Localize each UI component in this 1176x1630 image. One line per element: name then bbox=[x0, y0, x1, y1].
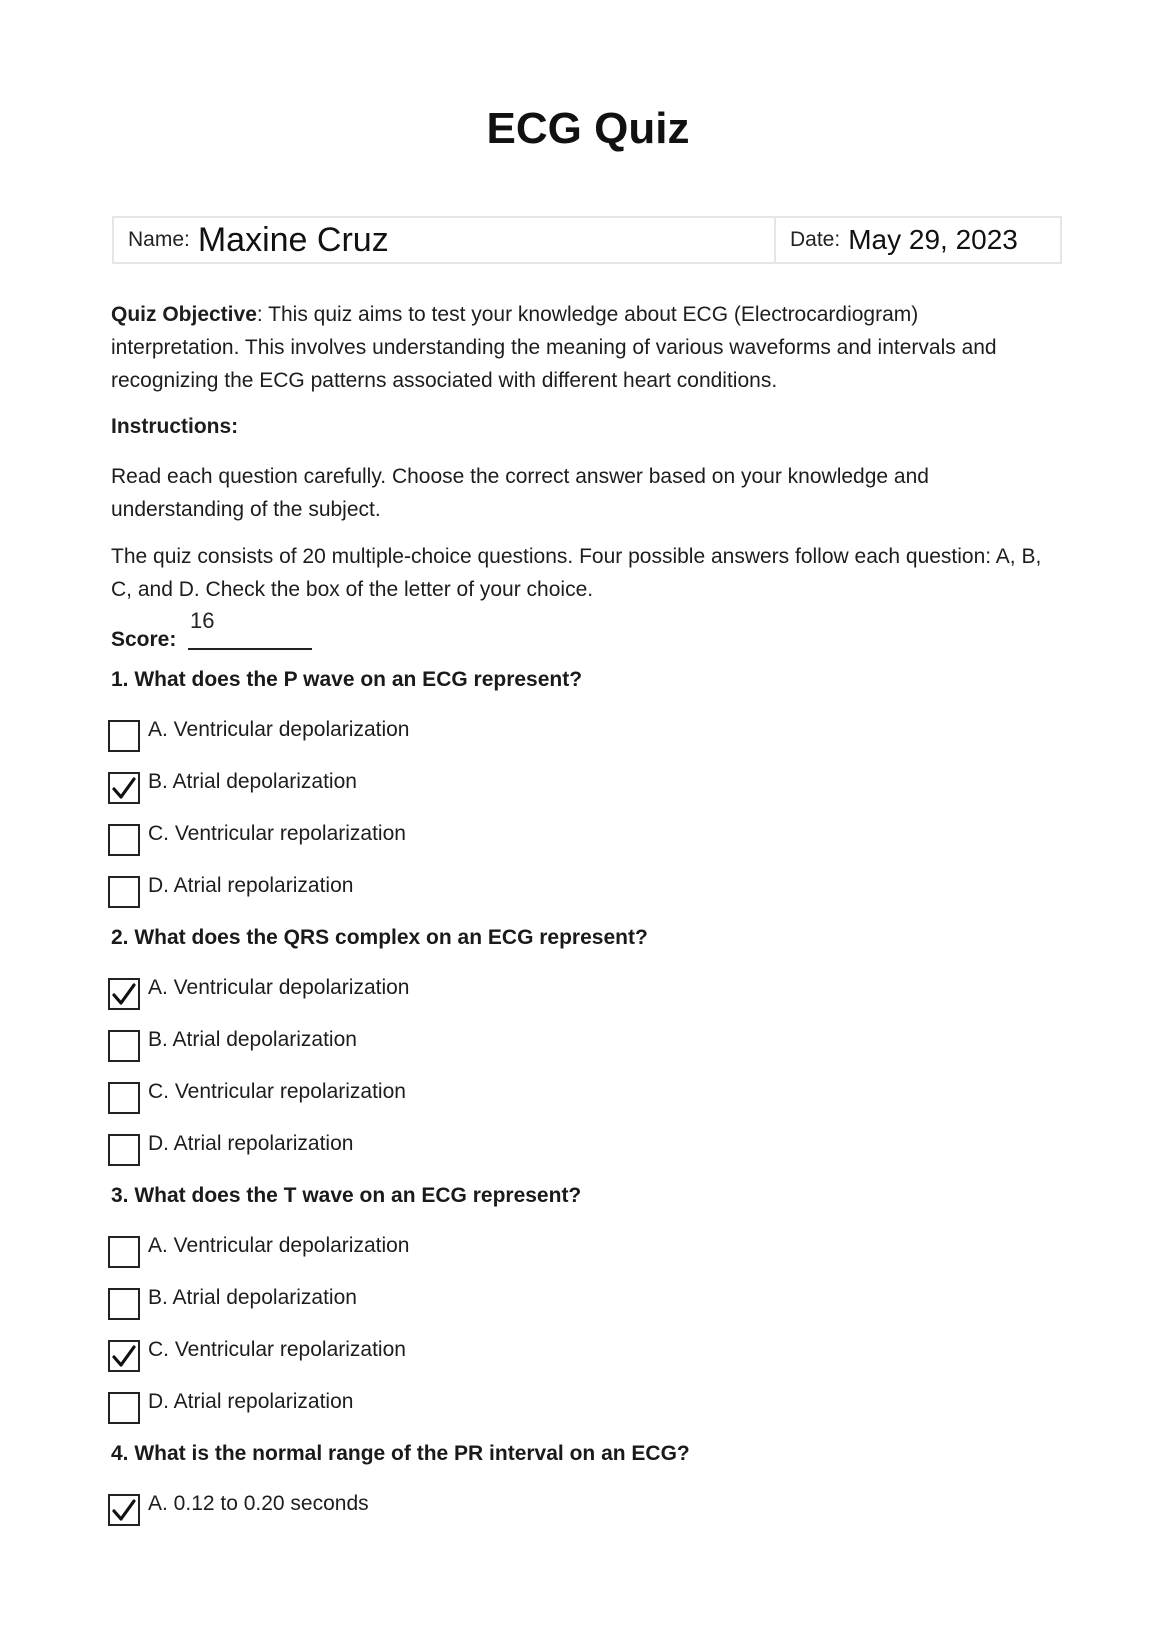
question-1-option-a[interactable] bbox=[108, 720, 410, 756]
checkbox[interactable] bbox=[108, 772, 140, 804]
checkmark-icon bbox=[112, 982, 136, 1006]
option-label: A. Ventricular depolarization bbox=[148, 1234, 410, 1257]
score-value[interactable]: 16 bbox=[190, 608, 215, 633]
name-label: Name: bbox=[128, 228, 190, 251]
checkbox[interactable] bbox=[108, 824, 140, 856]
checkmark-icon bbox=[112, 1498, 136, 1522]
checkbox[interactable] bbox=[108, 1082, 140, 1114]
question-4: 4. What is the normal range of the PR interval on an ECG? bbox=[111, 1442, 690, 1465]
option-label: B. Atrial depolarization bbox=[148, 1028, 357, 1051]
date-label: Date: bbox=[790, 228, 841, 251]
question-2-option-a[interactable] bbox=[108, 978, 410, 1014]
question-1-option-d[interactable] bbox=[108, 876, 353, 912]
question-2-option-b[interactable] bbox=[108, 1030, 357, 1066]
question-3-option-d[interactable] bbox=[108, 1392, 353, 1428]
checkbox[interactable] bbox=[108, 1392, 140, 1424]
option-label: C. Ventricular repolarization bbox=[148, 822, 406, 845]
checkbox[interactable] bbox=[108, 1236, 140, 1268]
question-1-option-c[interactable] bbox=[108, 824, 406, 860]
objective-text: : This quiz aims to test your knowledge about ECG (Electrocardiogram) interpretation. This involves understanding the meaning of various waveforms and intervals and recognizing the ECG patterns associated with different heart conditions. bbox=[111, 303, 997, 392]
question-3: 3. What does the T wave on an ECG represent? bbox=[111, 1184, 582, 1207]
option-label: B. Atrial depolarization bbox=[148, 1286, 357, 1309]
instructions-heading: Instructions: bbox=[111, 415, 239, 438]
option-label: A. 0.12 to 0.20 seconds bbox=[148, 1492, 369, 1515]
checkbox[interactable] bbox=[108, 1288, 140, 1320]
option-label: D. Atrial repolarization bbox=[148, 1390, 354, 1413]
option-label: C. Ventricular repolarization bbox=[148, 1080, 406, 1103]
option-label: A. Ventricular depolarization bbox=[148, 976, 410, 999]
instructions-paragraph-2: The quiz consists of 20 multiple-choice questions. Four possible answers follow each question: A, B, C, and D. Check the box of the letter of your choice. bbox=[111, 545, 1042, 601]
option-label: D. Atrial repolarization bbox=[148, 1132, 354, 1155]
question-3-option-a[interactable] bbox=[108, 1236, 410, 1272]
option-label: C. Ventricular repolarization bbox=[148, 1338, 406, 1361]
score-label: Score: bbox=[111, 628, 177, 651]
page-title: ECG Quiz bbox=[486, 104, 690, 153]
checkbox[interactable] bbox=[108, 1134, 140, 1166]
question-2: 2. What does the QRS complex on an ECG represent? bbox=[111, 926, 648, 949]
checkbox[interactable] bbox=[108, 1340, 140, 1372]
checkbox[interactable] bbox=[108, 1494, 140, 1526]
option-label: B. Atrial depolarization bbox=[148, 770, 357, 793]
question-1-option-b[interactable] bbox=[108, 772, 357, 808]
name-value: Maxine Cruz bbox=[197, 220, 389, 259]
checkbox[interactable] bbox=[108, 720, 140, 752]
name-field[interactable] bbox=[114, 218, 776, 262]
question-3-option-b[interactable] bbox=[108, 1288, 357, 1324]
question-2-option-c[interactable] bbox=[108, 1082, 406, 1118]
question-1: 1. What does the P wave on an ECG represent? bbox=[111, 668, 583, 691]
checkbox[interactable] bbox=[108, 876, 140, 908]
checkmark-icon bbox=[112, 776, 136, 800]
score-underline bbox=[188, 648, 312, 650]
objective-label: Quiz Objective bbox=[111, 303, 257, 326]
option-label: A. Ventricular depolarization bbox=[148, 718, 410, 741]
date-field[interactable] bbox=[776, 218, 1060, 262]
question-2-option-d[interactable] bbox=[108, 1134, 353, 1170]
date-value: May 29, 2023 bbox=[848, 224, 1018, 255]
objective-paragraph bbox=[111, 298, 1051, 397]
checkbox[interactable] bbox=[108, 1030, 140, 1062]
instructions-paragraph-1: Read each question carefully. Choose the correct answer based on your knowledge and understanding of the subject. bbox=[111, 465, 929, 521]
option-label: D. Atrial repolarization bbox=[148, 874, 354, 897]
info-box bbox=[112, 216, 1062, 264]
checkmark-icon bbox=[112, 1344, 136, 1368]
question-3-option-c[interactable] bbox=[108, 1340, 406, 1376]
checkbox[interactable] bbox=[108, 978, 140, 1010]
question-4-option-a[interactable] bbox=[108, 1494, 369, 1530]
